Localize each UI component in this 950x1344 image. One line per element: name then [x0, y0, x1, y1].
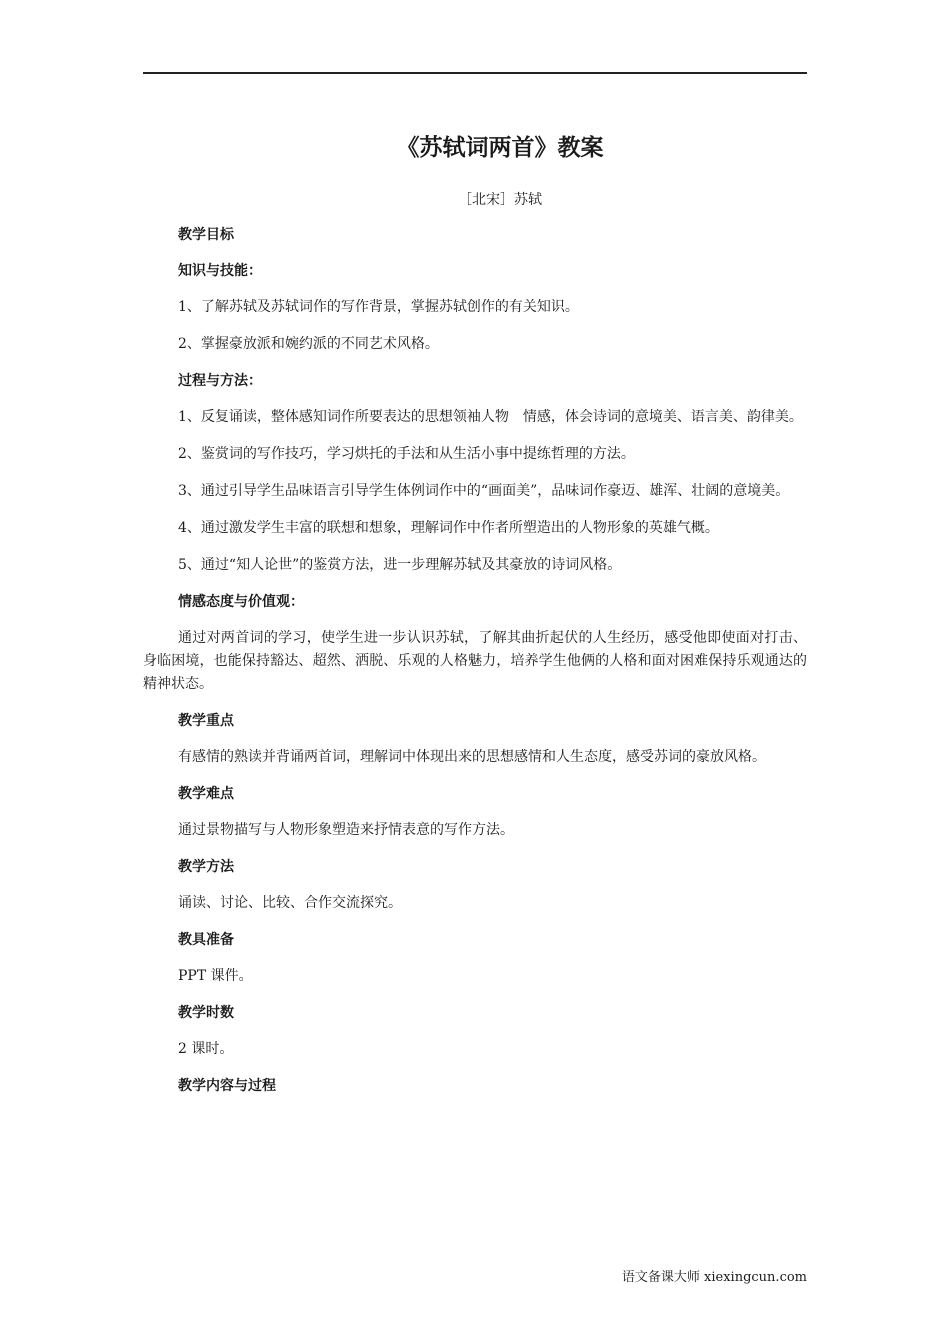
section-heading: 知识与技能： — [178, 263, 262, 279]
section-heading: 教学方法 — [178, 859, 234, 875]
header-rule — [143, 72, 807, 74]
section-heading: 过程与方法： — [178, 373, 262, 389]
paragraph: 诵读、讨论、比较、合作交流探究。 — [178, 895, 402, 911]
footer-watermark: 语文备课大师 xiexingcun.com — [621, 1270, 807, 1285]
section-heading: 情感态度与价值观： — [178, 594, 304, 610]
paragraph: 4、通过激发学生丰富的联想和想象，理解词作中作者所塑造出的人物形象的英雄气概。 — [178, 520, 719, 536]
paragraph: PPT 课件。 — [178, 968, 253, 984]
paragraph: 1、反复诵读，整体感知词作所要表达的思想领袖人物 情感，体会诗词的意境美、语言美、韵律美。 — [178, 409, 803, 425]
section-heading: 教具准备 — [178, 932, 234, 948]
section-heading: 教学内容与过程 — [178, 1078, 276, 1094]
paragraph: 3、通过引导学生品味语言引导学生体例词作中的“画面美”，品味词作豪迈、雄浑、壮阔的意境美。 — [178, 483, 790, 499]
paragraph: 5、通过“知人论世”的鉴赏方法，进一步理解苏轼及其豪放的诗词风格。 — [178, 557, 622, 573]
paragraph: 2、掌握豪放派和婉约派的不同艺术风格。 — [178, 336, 439, 352]
paragraph: 2、鉴赏词的写作技巧，学习烘托的手法和从生活小事中提练哲理的方法。 — [178, 446, 635, 462]
document-title: 《苏轼词两首》教案 — [396, 135, 604, 161]
paragraph: 1、了解苏轼及苏轼词作的写作背景，掌握苏轼创作的有关知识。 — [178, 299, 579, 315]
section-heading: 教学时数 — [178, 1005, 234, 1021]
document-author: ［北宋］苏轼 — [458, 192, 542, 208]
paragraph: 2 课时。 — [178, 1041, 234, 1057]
paragraph: 有感情的熟读并背诵两首词，理解词中体现出来的思想感情和人生态度，感受苏词的豪放风格。 — [178, 749, 766, 765]
paragraph: 通过对两首词的学习，使学生进一步认识苏轼，了解其曲折起伏的人生经历，感受他即使面对打击、身临困境，也能保持豁达、超然、洒脱、乐观的人格魅力，培养学生他俩的人格和面对困难保持乐观通达的精神状态。 — [143, 630, 807, 692]
section-heading: 教学目标 — [178, 227, 234, 243]
section-heading: 教学重点 — [178, 713, 234, 729]
document-body — [143, 128, 807, 1111]
paragraph: 通过景物描写与人物形象塑造来抒情表意的写作方法。 — [178, 822, 514, 838]
section-heading: 教学难点 — [178, 786, 234, 802]
